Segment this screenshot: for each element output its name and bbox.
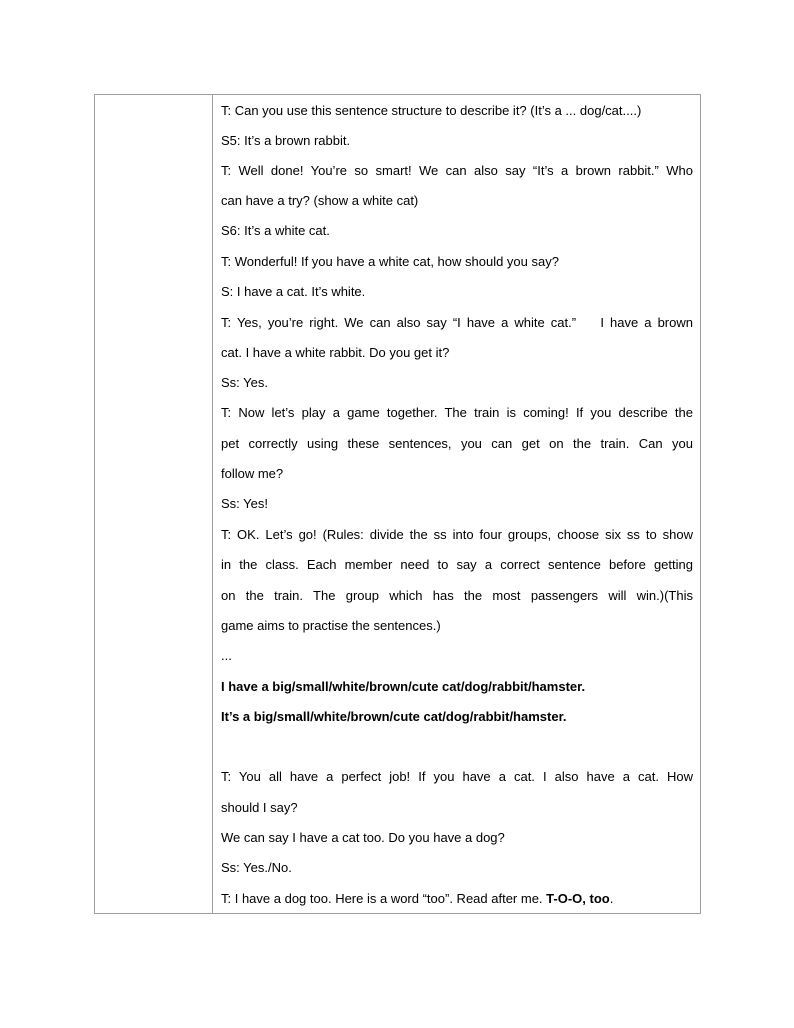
dialogue-line: can have a try? (show a white cat): [221, 193, 419, 208]
dialogue-line: pet correctly using these sentences, you can get on the train. Can you: [221, 436, 693, 451]
spelling-emphasis: T-O-O, too: [546, 891, 610, 906]
dialogue-line: T: Well done! You’re so smart! We can also say “It’s a brown rabbit.” Who: [221, 163, 693, 178]
dialogue-line: S5: It’s a brown rabbit.: [221, 133, 351, 148]
ellipsis-line: ...: [221, 648, 232, 663]
dialogue-line: Ss: Yes!: [221, 496, 268, 511]
dialogue-line: should I say?: [221, 800, 298, 815]
dialogue-line: Ss: Yes./No.: [221, 860, 292, 875]
lesson-table: [94, 94, 701, 914]
target-sentence-2: It’s a big/small/white/brown/cute cat/dog/rabbit/hamster.: [221, 709, 567, 724]
dialogue-line: T: Can you use this sentence structure to describe it? (It’s a ... dog/cat....): [221, 103, 642, 118]
dialogue-line: [221, 891, 693, 907]
dialogue-line: Ss: Yes.: [221, 375, 268, 390]
dialogue-line: T: Yes, you’re right. We can also say “I have a white cat.” I have a brown: [221, 315, 693, 330]
dialogue-line: on the train. The group which has the most passengers will win.)(This: [221, 588, 693, 603]
dialogue-line: cat. I have a white rabbit. Do you get it?: [221, 345, 450, 360]
left-column-cell: [95, 95, 213, 913]
dialogue-line: T: You all have a perfect job! If you have a cat. I also have a cat. How: [221, 769, 693, 784]
dialogue-line: T: Now let’s play a game together. The train is coming! If you describe the: [221, 405, 693, 420]
dialogue-line: S: I have a cat. It’s white.: [221, 284, 366, 299]
dialogue-line: follow me?: [221, 466, 284, 481]
line-end-period: .: [609, 891, 614, 906]
dialogue-line: in the class. Each member need to say a correct sentence before getting: [221, 557, 693, 572]
dialogue-line: T: Wonderful! If you have a white cat, how should you say?: [221, 254, 559, 269]
target-sentence-1: I have a big/small/white/brown/cute cat/dog/rabbit/hamster.: [221, 679, 586, 694]
dialogue-line: S6: It’s a white cat.: [221, 223, 330, 238]
dialogue-line: game aims to practise the sentences.): [221, 618, 441, 633]
dialogue-line: T: OK. Let’s go! (Rules: divide the ss into four groups, choose six ss to show: [221, 527, 693, 542]
dialogue-line: We can say I have a cat too. Do you have a dog?: [221, 830, 505, 845]
dialogue-cell: [214, 95, 700, 913]
dialogue-text: T: I have a dog too. Here is a word “too”. Read after me.: [221, 891, 547, 906]
